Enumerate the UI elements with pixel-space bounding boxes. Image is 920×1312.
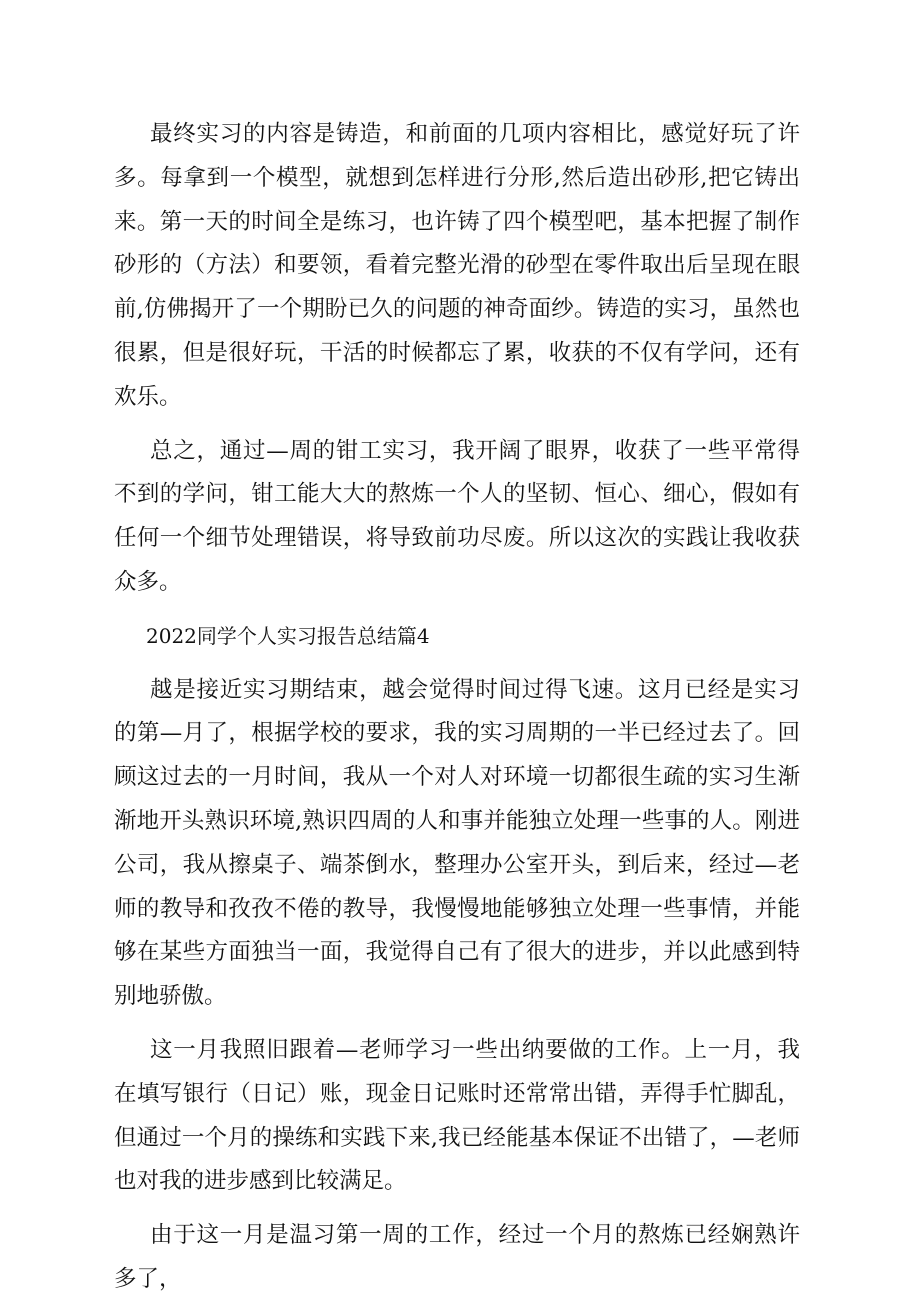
paragraph-review-work: 由于这一月是温习第一周的工作，经过一个月的熬炼已经娴熟许多了， xyxy=(114,1222,800,1292)
paragraph-casting-summary: 最终实习的内容是铸造，和前面的几项内容相比，感觉好玩了许多。每拿到一个模型，就想到怎样进行分形,然后造出砂形,把它铸出来。第一天的时间全是练习，也许铸了四个模型吧，基本把握了制作砂形的（方法）和要领，看着完整光滑的砂型在零件取出后呈现在眼前,仿佛揭开了一个期盼已久的问题的神奇面纱。铸造的实习，虽然也很累，但是很好玩，干活的时候都忘了累，收获的不仅有学问，还有欢乐。 xyxy=(114,121,800,410)
section-heading: 2022同学个人实习报告总结篇4 xyxy=(146,623,430,648)
paragraph-internship-progress: 越是接近实习期结束，越会觉得时间过得飞速。这月已经是实习的第—月了，根据学校的要求，我的实习周期的一半已经过去了。回顾这过去的一月时间，我从一个对人对环境一切都很生疏的实习生渐渐地开头熟识环境,熟识四周的人和事并能独立处理一些事的人。刚进公司，我从擦桌子、端茶倒水，整理办公室开头，到后来，经过—老师的教导和孜孜不倦的教导，我慢慢地能够独立处理一些事情，并能够在某些方面独当一面，我觉得自己有了很大的进步，并以此感到特别地骄傲。 xyxy=(114,676,800,1010)
paragraph-fitter-summary: 总之，通过—周的钳工实习，我开阔了眼界，收获了一些平常得不到的学问，钳工能大大的熬炼一个人的坚韧、恒心、细心，假如有任何一个细节处理错误，将导致前功尽废。所以这次的实践让我收获众多。 xyxy=(114,437,800,595)
document-body xyxy=(114,113,800,1312)
paragraph-cashier-work: 这一月我照旧跟着—老师学习一些出纳要做的工作。上一月，我在填写银行（日记）账，现金日记账时还常常出错，弄得手忙脚乱，但通过一个月的操练和实践下来,我已经能基本保证不出错了，—老师也对我的进步感到比较满足。 xyxy=(114,1036,800,1195)
